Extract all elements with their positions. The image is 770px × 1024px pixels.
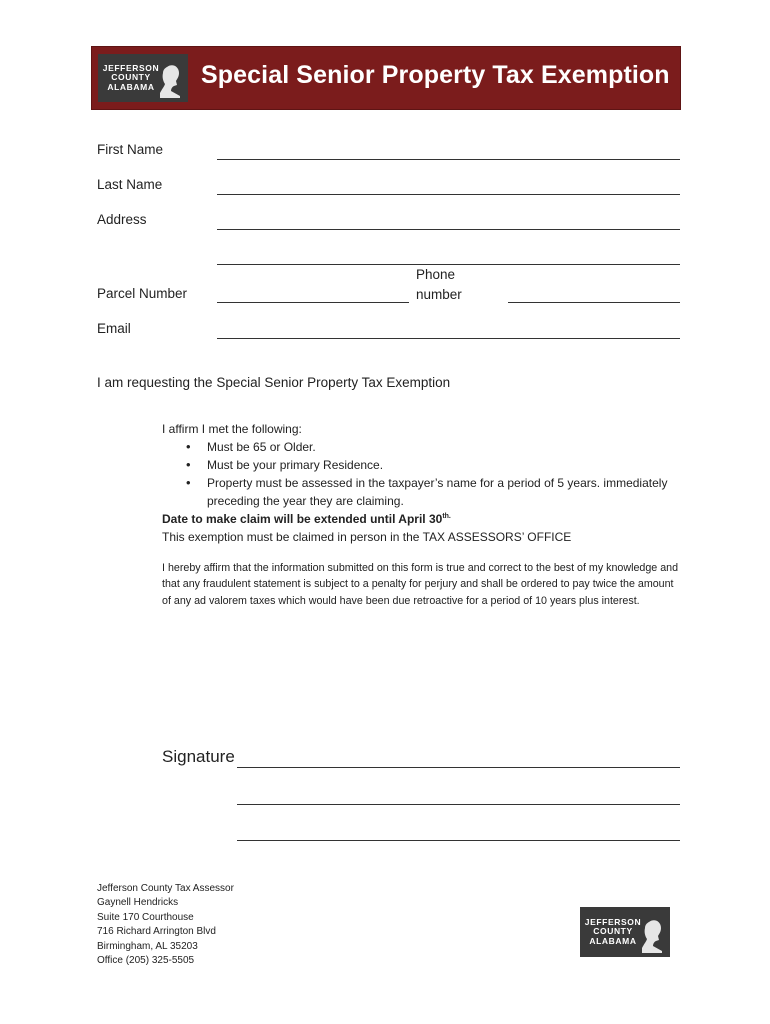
first-name-label: First Name bbox=[97, 142, 164, 157]
signature-line-3[interactable] bbox=[237, 840, 680, 841]
footer-line: Gaynell Hendricks bbox=[97, 897, 179, 909]
footer-line: Birmingham, AL 35203 bbox=[97, 940, 198, 952]
email-label: Email bbox=[97, 321, 131, 336]
county-logo bbox=[98, 54, 188, 102]
list-item: • Property must be assessed in the taxpayer’s name for a period of 5 years. immediately preceding the year they are claiming. bbox=[207, 474, 682, 510]
requirements-list bbox=[162, 438, 682, 510]
last-name-label: Last Name bbox=[97, 177, 163, 192]
logo-line: JEFFERSON bbox=[102, 62, 160, 73]
logo-line: COUNTY bbox=[593, 926, 633, 937]
footer-line: Suite 170 Courthouse bbox=[97, 911, 194, 923]
logo-line: ALABAMA bbox=[589, 935, 637, 946]
email-field[interactable] bbox=[217, 338, 680, 339]
affirm-intro: I affirm I met the following: bbox=[162, 422, 302, 436]
address-field-line-1[interactable] bbox=[217, 229, 680, 230]
list-item: • Must be 65 or Older. bbox=[207, 438, 682, 456]
deadline-notice bbox=[162, 510, 682, 528]
jefferson-bust-icon bbox=[640, 917, 664, 953]
deadline-superscript: th. bbox=[442, 513, 451, 520]
page-title: Special Senior Property Tax Exemption bbox=[201, 61, 670, 89]
signature-line-2[interactable] bbox=[237, 804, 680, 805]
footer-line: Office (205) 325-5505 bbox=[97, 955, 195, 967]
perjury-statement: I hereby affirm that the information submitted on this form is true and correct to the best of my knowledge and that any fraudulent statement is subject to a penalty for perjury and shall be ordered to pay twice the amount of any ad valorem taxes which would have been due retroactive for a period of 10 years plus interest. bbox=[162, 562, 679, 607]
footer-address bbox=[97, 882, 234, 968]
address-field-line-2[interactable] bbox=[217, 264, 680, 265]
logo-line: COUNTY bbox=[111, 72, 151, 83]
signature-field[interactable] bbox=[237, 767, 680, 768]
request-statement: I am requesting the Special Senior Property Tax Exemption bbox=[97, 375, 451, 390]
logo-line: ALABAMA bbox=[107, 81, 155, 92]
last-name-field[interactable] bbox=[217, 194, 680, 195]
footer-line: 716 Richard Arrington Blvd bbox=[97, 926, 216, 938]
signature-label: Signature bbox=[162, 747, 235, 766]
list-item: • Must be your primary Residence. bbox=[207, 456, 682, 474]
first-name-field[interactable] bbox=[217, 159, 680, 160]
jefferson-bust-icon bbox=[158, 62, 182, 98]
phone-number-field[interactable] bbox=[508, 302, 680, 303]
parcel-number-label: Parcel Number bbox=[97, 286, 188, 301]
phone-label-line1: Phone bbox=[416, 267, 456, 282]
footer-county-logo bbox=[580, 907, 670, 957]
parcel-number-field[interactable] bbox=[217, 302, 409, 303]
deadline-text: Date to make claim will be extended until April 30 bbox=[162, 512, 443, 526]
header-banner bbox=[91, 46, 681, 110]
phone-label-line2: number bbox=[416, 287, 462, 302]
address-label: Address bbox=[97, 212, 147, 227]
logo-line: JEFFERSON bbox=[584, 916, 642, 927]
in-person-notice: This exemption must be claimed in person in the TAX ASSESSORS’ OFFICE bbox=[162, 530, 572, 544]
affirmation-block bbox=[162, 420, 682, 546]
footer-line: Jefferson County Tax Assessor bbox=[97, 883, 234, 894]
